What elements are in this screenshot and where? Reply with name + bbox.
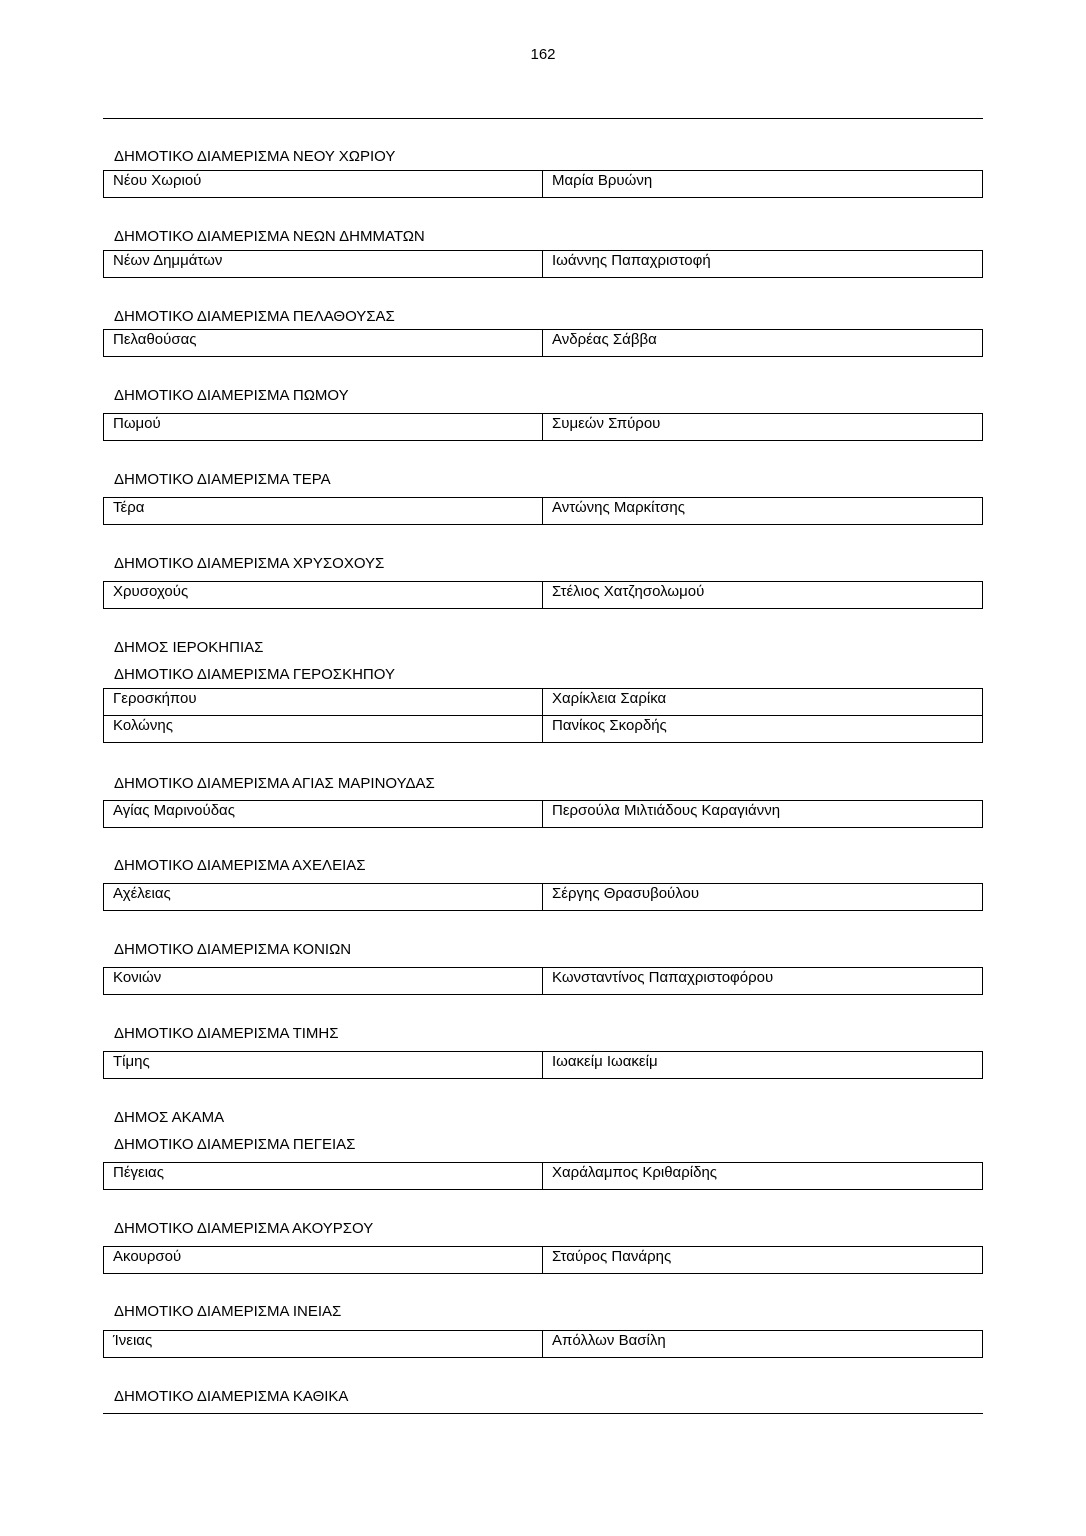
person-cell: Μαρία Βρυώνη (543, 171, 983, 198)
table-row (104, 1163, 983, 1190)
section-heading: ΔΗΜΟΤΙΚΟ ΔΙΑΜΕΡΙΣΜΑ ΚΑΘΙΚΑ (114, 1388, 349, 1405)
section-heading: ΔΗΜΟΤΙΚΟ ΔΙΑΜΕΡΙΣΜΑ ΧΡΥΣΟΧΟΥΣ (114, 555, 385, 572)
section-heading: ΔΗΜΟΤΙΚΟ ΔΙΑΜΕΡΙΣΜΑ ΑΚΟΥΡΣΟΥ (114, 1220, 374, 1237)
section-heading: ΔΗΜΟΤΙΚΟ ΔΙΑΜΕΡΙΣΜΑ ΑΓΙΑΣ ΜΑΡΙΝΟΥΔΑΣ (114, 775, 435, 792)
section-heading: ΔΗΜΟΤΙΚΟ ΔΙΑΜΕΡΙΣΜΑ ΑΧΕΛΕΙΑΣ (114, 857, 366, 874)
village-cell: Τίμης (104, 1052, 543, 1079)
person-cell: Αντώνης Μαρκίτσης (543, 498, 983, 525)
section-heading: ΔΗΜΟΤΙΚΟ ΔΙΑΜΕΡΙΣΜΑ ΝΕΩΝ ΔΗΜΜΑΤΩΝ (114, 228, 425, 245)
village-cell: Αγίας Μαρινούδας (104, 801, 543, 828)
entry-table (103, 967, 983, 995)
municipality-heading: ΔΗΜΟΣ ΙΕΡΟΚΗΠΙΑΣ (114, 639, 264, 656)
entry-table (103, 688, 983, 743)
village-cell: Τέρα (104, 498, 543, 525)
person-cell: Απόλλων Βασίλη (543, 1331, 983, 1358)
table-row (104, 1247, 983, 1274)
table-row (104, 884, 983, 911)
person-cell: Χαρίκλεια Σαρίκα (543, 689, 983, 716)
table-row (104, 414, 983, 441)
village-cell: Πωμού (104, 414, 543, 441)
person-cell: Ιωάννης Παπαχριστοφή (543, 251, 983, 278)
village-cell: Κολώνης (104, 716, 543, 743)
entry-table (103, 497, 983, 525)
person-cell: Συμεών Σπύρου (543, 414, 983, 441)
section-heading: ΔΗΜΟΤΙΚΟ ΔΙΑΜΕΡΙΣΜΑ ΓΕΡΟΣΚΗΠΟΥ (114, 666, 395, 683)
entry-table (103, 1162, 983, 1190)
person-cell: Σταύρος Πανάρης (543, 1247, 983, 1274)
person-cell: Περσούλα Μιλτιάδους Καραγιάννη (543, 801, 983, 828)
village-cell: Ακουρσού (104, 1247, 543, 1274)
village-cell: Χρυσοχούς (104, 582, 543, 609)
entry-table (103, 413, 983, 441)
table-row (104, 498, 983, 525)
table-row (104, 716, 983, 743)
village-cell: Πελαθούσας (104, 330, 543, 357)
entry-table (103, 170, 983, 198)
village-cell: Πέγειας (104, 1163, 543, 1190)
section-heading: ΔΗΜΟΤΙΚΟ ΔΙΑΜΕΡΙΣΜΑ ΤΙΜΗΣ (114, 1025, 339, 1042)
municipality-heading: ΔΗΜΟΣ ΑΚΑΜΑ (114, 1109, 225, 1126)
section-heading: ΔΗΜΟΤΙΚΟ ΔΙΑΜΕΡΙΣΜΑ ΠΕΛΑΘΟΥΣΑΣ (114, 308, 395, 325)
page-number: 162 (530, 46, 556, 63)
entry-table (103, 1246, 983, 1274)
entry-table (103, 1330, 983, 1358)
section-heading: ΔΗΜΟΤΙΚΟ ΔΙΑΜΕΡΙΣΜΑ ΠΩΜΟΥ (114, 387, 349, 404)
person-cell: Σέργης Θρασυβούλου (543, 884, 983, 911)
village-cell: Νέου Χωριού (104, 171, 543, 198)
section-heading: ΔΗΜΟΤΙΚΟ ΔΙΑΜΕΡΙΣΜΑ ΚΟΝΙΩΝ (114, 941, 352, 958)
table-row (104, 251, 983, 278)
section-heading: ΔΗΜΟΤΙΚΟ ΔΙΑΜΕΡΙΣΜΑ ΙΝΕΙΑΣ (114, 1303, 342, 1320)
table-row (104, 330, 983, 357)
person-cell: Ιωακείμ Ιωακείμ (543, 1052, 983, 1079)
entry-table (103, 581, 983, 609)
table-row (104, 582, 983, 609)
village-cell: Ίνειας (104, 1331, 543, 1358)
section-heading: ΔΗΜΟΤΙΚΟ ΔΙΑΜΕΡΙΣΜΑ ΠΕΓΕΙΑΣ (114, 1136, 356, 1153)
village-cell: Αχέλειας (104, 884, 543, 911)
entry-table (103, 329, 983, 357)
section-heading: ΔΗΜΟΤΙΚΟ ΔΙΑΜΕΡΙΣΜΑ ΤΕΡΑ (114, 471, 331, 488)
person-cell: Πανίκος Σκορδής (543, 716, 983, 743)
table-row (104, 1331, 983, 1358)
person-cell: Στέλιος Χατζησολωμού (543, 582, 983, 609)
bottom-rule (103, 1413, 983, 1414)
table-row (104, 1052, 983, 1079)
person-cell: Ανδρέας Σάββα (543, 330, 983, 357)
village-cell: Νέων Δημμάτων (104, 251, 543, 278)
top-rule (103, 118, 983, 119)
entry-table (103, 250, 983, 278)
village-cell: Κονιών (104, 968, 543, 995)
section-heading: ΔΗΜΟΤΙΚΟ ΔΙΑΜΕΡΙΣΜΑ ΝΕΟΥ ΧΩΡΙΟΥ (114, 148, 396, 165)
table-row (104, 968, 983, 995)
table-row (104, 171, 983, 198)
person-cell: Χαράλαμπος Κριθαρίδης (543, 1163, 983, 1190)
entry-table (103, 800, 983, 828)
table-row (104, 801, 983, 828)
village-cell: Γεροσκήπου (104, 689, 543, 716)
entry-table (103, 1051, 983, 1079)
person-cell: Κωνσταντίνος Παπαχριστοφόρου (543, 968, 983, 995)
entry-table (103, 883, 983, 911)
table-row (104, 689, 983, 716)
